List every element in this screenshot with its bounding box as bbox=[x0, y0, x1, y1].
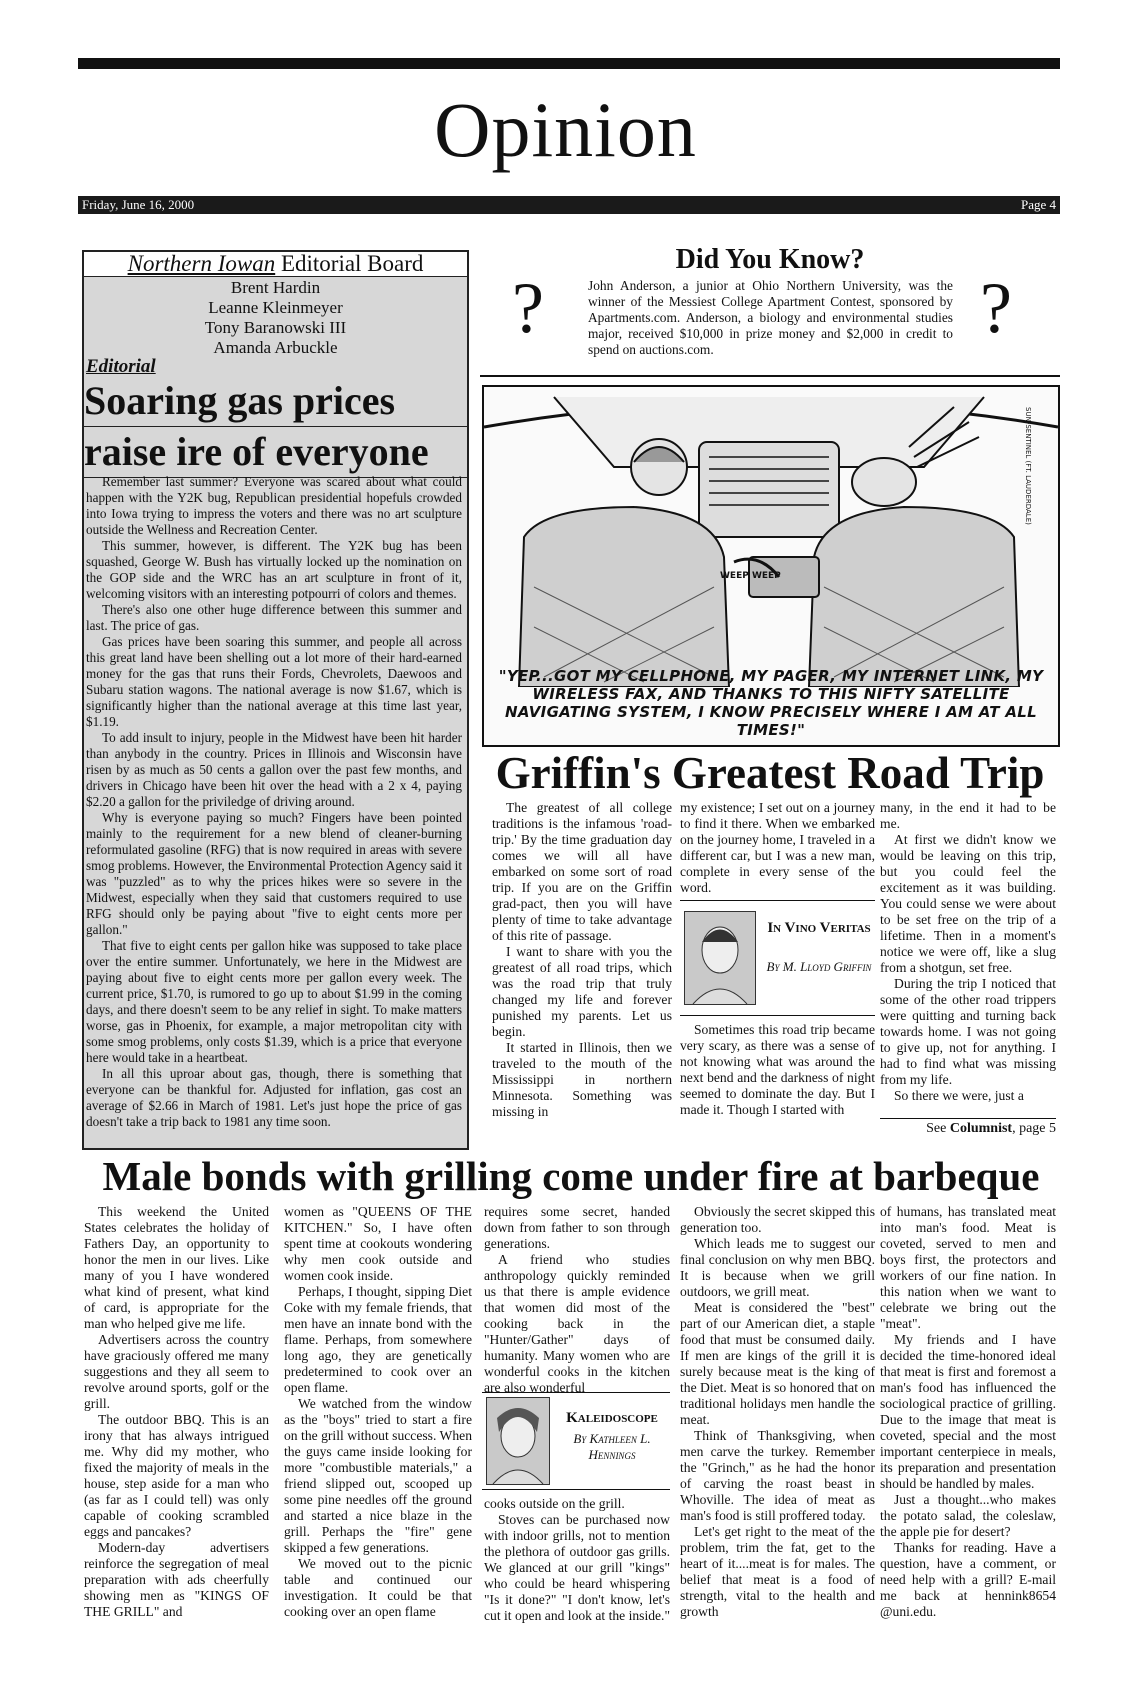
editorial-label: Editorial bbox=[86, 356, 156, 377]
headline-line: raise ire of everyone bbox=[84, 427, 467, 478]
editorial-body bbox=[86, 474, 462, 1130]
paragraph: This summer, however, is different. The Y2K bug has been squashed, George W. Bush has virtually locked up the nomination on the GOP side and the WRC has an art sculpture in front of it, welcoming visitors with an interesting potpourri of colors and themes. bbox=[86, 538, 462, 601]
paragraph: My friends and I have decided the time-honored ideal that meat is first and foremost a man's food has influenced the sociological practice of grilling. Due to the image that meat is coveted, special and the most important centerpiece in meals, its preparation and presentation should be handled by males. bbox=[880, 1332, 1056, 1491]
paragraph: Think of Thanksgiving, when men carve the turkey. Remember the "Grinch," as he had the honor of carving the roast beast in Whoville. The idea of meat as man's food is still proffered today. bbox=[680, 1428, 875, 1523]
jump-suffix: , page 5 bbox=[1012, 1121, 1056, 1136]
headline-line: Soaring gas prices bbox=[84, 376, 467, 427]
paragraph: Sometimes this road trip became very scary, as there was a sense of not knowing what was around the next bend and the darkness of night seemed to dominate the day. But I made it. Though I started with bbox=[680, 1022, 875, 1117]
did-you-know-text: John Anderson, a junior at Ohio Northern University, was the winner of the Messiest College Apartment Contest, sponsored by Apartments.com. Anderson, a biology and environmental studies major, received $10,000 in prize money and $2,000 in credit to spend on auctions.com. bbox=[588, 278, 953, 357]
issue-date: Friday, June 16, 2000 bbox=[82, 197, 195, 212]
editorial-headline bbox=[84, 376, 467, 478]
paragraph: We moved out to the picnic table and continued our investigation. It could be that cooking over an open flame bbox=[284, 1556, 472, 1619]
editorial-box bbox=[82, 250, 469, 1150]
paragraph: Thanks for reading. Have a question, have a comment, or need help with a grill? E-mail me back at hennink8654 @uni.edu. bbox=[880, 1540, 1056, 1619]
board-members bbox=[84, 278, 467, 358]
editorial-board-title bbox=[84, 252, 467, 277]
paragraph: Why is everyone paying so much? Fingers have been pointed mainly to the requirement for a new blend of cleaner-burning reformulated gasoline (RFG) that is now required in areas with severe smog problems. However, the Environmental Protection Agency said it was "puzzled" as to why the prices hikes were so severe in the Midwest, especially when they said that customers required to use RFG should only be paying about "five to eight cents more per gallon." bbox=[86, 810, 462, 937]
board-member: Brent Hardin bbox=[230, 278, 321, 297]
road-trip-column-2-top bbox=[680, 800, 875, 896]
paragraph: many, in the end it had to be me. bbox=[880, 800, 1056, 831]
cartoon-caption: "YEP...GOT MY CELLPHONE, MY PAGER, MY INTERNET LINK, MY WIRELESS FAX, AND THANKS TO THIS NIFTY SATELLITE NAVIGATING SYSTEM, I KNOW PRECISELY WHERE I AM AT ALL TIMES!" bbox=[498, 667, 1044, 739]
divider bbox=[880, 1118, 1056, 1119]
divider bbox=[480, 375, 1060, 377]
paragraph: of humans, has translated meat into man's food. Meat is coveted, served to men and boys first, the protectors and workers of our fine nation. In this nation when we want to celebrate we bring out the "meat". bbox=[880, 1204, 1056, 1331]
question-mark-icon: ? bbox=[980, 268, 1012, 348]
paragraph: During the trip I noticed that some of the other road trippers were quitting and turning back towards home. I was not going to give up, not for anything. I had to find what was missing from my life. bbox=[880, 976, 1056, 1087]
column-byline: By Kathleen L. Hennings bbox=[573, 1431, 651, 1462]
paragraph: At first we didn't know we would be leaving on this trip, but you could feel the excitement as it was building. You could sense we were about to be set free on the trip of a lifetime. Then in a moment's notice we were off, like a slug from a shotgun, set free. bbox=[880, 832, 1056, 975]
board-label: Editorial Board bbox=[275, 251, 424, 276]
road-trip-headline: Griffin's Greatest Road Trip bbox=[495, 748, 1045, 798]
portrait-icon bbox=[685, 912, 755, 1004]
paragraph: Perhaps, I thought, sipping Diet Coke with my female friends, that men have an innate bond with the flame. Perhaps, from somewhere long ago, they are genetically predetermined to cook over an open flame. bbox=[284, 1284, 472, 1395]
jump-target: Columnist bbox=[949, 1121, 1013, 1136]
date-band bbox=[78, 196, 1060, 214]
paragraph: cooks outside on the grill. bbox=[484, 1496, 625, 1511]
board-member: Tony Baranowski III bbox=[204, 318, 347, 337]
paragraph: Modern-day advertisers reinforce the segregation of meal preparation with ads cheerfully showing men as "KINGS OF THE GRILL" and bbox=[84, 1540, 269, 1619]
paragraph: The outdoor BBQ. This is an irony that has always intrigued me. Why did my mother, who fixed the majority of meals in the house, step aside for a man who (as far as I could tell) was only capable of cooking scrambled eggs and pancakes? bbox=[84, 1412, 269, 1539]
car-interior-illustration bbox=[484, 387, 1058, 687]
paragraph: Obviously the secret skipped this generation too. bbox=[680, 1204, 875, 1235]
paragraph: The greatest of all college traditions is the infamous 'road-trip.' By the time graduation day comes we will all have embarked on some sort of road trip. If you are on the Griffin grad-pact, then you will have plenty of time to take advantage of this rite of passage. bbox=[492, 800, 672, 943]
column-name: In Vino Veritas bbox=[767, 920, 871, 936]
paragraph: my existence; I set out on a journey to find it there. When we embarked on the journey home, I traveled in a different car, but I was a new man, complete in every sense of the word. bbox=[680, 800, 875, 895]
column-byline: By M. Lloyd Griffin bbox=[766, 959, 872, 974]
paragraph: Gas prices have been soaring this summer, and people all across this great land have been shelling out a lot more of their hard-earned money for the gas that runs their Fords, Chevrolets, Daewoos and Subaru station wagons. The national average is now $1.67, which is significantly higher than the national average at this time last year, $1.19. bbox=[86, 634, 462, 729]
did-you-know-title: Did You Know? bbox=[675, 244, 865, 275]
paragraph: This weekend the United States celebrates the holiday of Fathers Day, an opportunity to honor the men in our lives. Like many of you I have wondered what kind of present, what kind of card, is appropriate for the man who helped give me life. bbox=[84, 1204, 269, 1331]
barbeque-column-4 bbox=[680, 1204, 875, 1620]
paragraph: requires some secret, handed down from father to son through generations. bbox=[484, 1204, 670, 1251]
columnist-photo bbox=[486, 1397, 550, 1485]
columnist-photo bbox=[684, 911, 756, 1005]
masthead-rule bbox=[78, 58, 1060, 69]
paragraph: So there we were, just a bbox=[894, 1088, 1024, 1103]
paragraph: Just a thought...who makes the potato salad, the coleslaw, the apple pie for desert? bbox=[880, 1492, 1056, 1539]
paragraph: I want to share with you the greatest of all road trips, which was the road trip that truly changed my life and forever punished my parents. Let us begin. bbox=[492, 944, 672, 1039]
paragraph: To add insult to injury, people in the Midwest have been hit harder than anybody in the country. Prices in Illinois and Wisconsin have risen by as much as 50 cents a gallon over the past few months, and drivers in Chicago have been hit over the head with a 2 x 4, paying $2.20 a gallon for the priviledge of driving around. bbox=[86, 730, 462, 809]
paragraph: Which leads me to suggest our final conclusion on why men BBQ. It is because when we grill outdoors, we grill meat. bbox=[680, 1236, 875, 1299]
paragraph: Meat is considered the "best" part of our American diet, a staple food that must be consumed daily. If men are kings of the grill it is surely because meat is the king of the Diet. Meat is so honored that on traditional holidays men handle the meat. bbox=[680, 1300, 875, 1427]
columnist-box bbox=[680, 900, 875, 1016]
board-member: Amanda Arbuckle bbox=[213, 338, 338, 357]
page-number: Page 4 bbox=[1020, 197, 1056, 212]
paragraph: A friend who studies anthropology quickly reminded us that there is ample evidence that women did most of the cooking back in the "Hunter/Gather" days of humanity. Many women who are wonderful cooks in the kitchen are also wonderful bbox=[484, 1252, 670, 1395]
barbeque-column-1 bbox=[84, 1204, 269, 1620]
paragraph: women as "QUEENS OF THE KITCHEN." So, I have often spent time at cookouts wondering why men cook outside and women cook inside. bbox=[284, 1204, 472, 1283]
barbeque-column-5 bbox=[880, 1204, 1056, 1620]
road-trip-column-2-bottom bbox=[680, 1022, 875, 1118]
section-title: Opinion bbox=[434, 86, 697, 173]
paragraph: Stoves can be purchased now with indoor grills, not to mention the plethora of outdoor gas grills. We glanced at our grill "kings" who could be heard whispering "Is it done?" "I don't know, let's cut it open and look at the inside." bbox=[484, 1512, 671, 1623]
paragraph: It started in Illinois, then we traveled to the mouth of the Mississippi in northern Minnesota. Something was missing in bbox=[492, 1040, 672, 1119]
barbeque-column-2 bbox=[284, 1204, 472, 1620]
cartoon-signature: SUN-SENTINEL (FT. LAUDERDALE) bbox=[1024, 407, 1032, 525]
sound-effect: WEEP WEEP bbox=[720, 571, 781, 581]
road-trip-column-1 bbox=[492, 800, 672, 1120]
paragraph: Remember last summer? Everyone was scared about what could happen with the Y2K bug, Republican presidential hopefuls crowded into Iowa trying to impress the voters and there was no art sculpture outside the Wellness and Recreation Center. bbox=[86, 474, 462, 537]
paragraph: That five to eight cents per gallon hike was supposed to take place over the entire summer. Unfortunately, we here in the Midwest are paying about five to eight cents more per gallon every week. The current price, $1.70, is rumored to go up to about $1.99 in the coming days, and there doesn't seem to be any relief in sight. To make matters worse, gas in Phoenix, for example, a major metropolitan city with some smog problems, only costs $1.39, which is a price that everyone here would take in a heartbeat. bbox=[86, 938, 462, 1065]
barbeque-column-3-bottom bbox=[484, 1496, 670, 1624]
editorial-cartoon bbox=[482, 385, 1060, 747]
barbeque-column-3-top bbox=[484, 1204, 670, 1396]
paragraph: There's also one other huge difference between this summer and last. The price of gas. bbox=[86, 602, 462, 633]
board-member: Leanne Kleinmeyer bbox=[208, 298, 343, 317]
paragraph: Let's get right to the meat of the problem, trim the fat, get to the heart of it....meat is for males. The belief that meat is a food of strength, vital to the health and growth bbox=[680, 1524, 875, 1619]
paragraph: In all this uproar about gas, though, there is something that everyone can be thankful for. Adjusted for inflation, gas cost an average of $2.66 in March of 1981. Let's just hope the price of gas doesn't take a trip back to 1981 any time soon. bbox=[86, 1066, 462, 1129]
columnist-box bbox=[482, 1392, 670, 1490]
portrait-icon bbox=[487, 1398, 549, 1484]
newspaper-name: Northern Iowan bbox=[127, 251, 276, 276]
paragraph: We watched from the window as the "boys" tried to start a fire on the grill without success. When the guys came inside looking for more "combustible materials," a friend slipped out, scooped up some pine needles off the ground and started a nice blaze in the grill. Perhaps the "fire" gene skipped a few generations. bbox=[284, 1396, 472, 1555]
jump-prefix: See bbox=[926, 1121, 950, 1136]
question-mark-icon: ? bbox=[512, 268, 544, 348]
road-trip-column-3 bbox=[880, 800, 1056, 1104]
paragraph: Advertisers across the country have graciously offered me many suggestions and they all seem to revolve around sports, golf or the grill. bbox=[84, 1332, 269, 1411]
jump-line[interactable] bbox=[880, 1121, 1056, 1137]
column-name: Kaleidoscope bbox=[566, 1410, 658, 1426]
barbeque-headline: Male bonds with grilling come under fire at barbeque bbox=[102, 1153, 1040, 1199]
